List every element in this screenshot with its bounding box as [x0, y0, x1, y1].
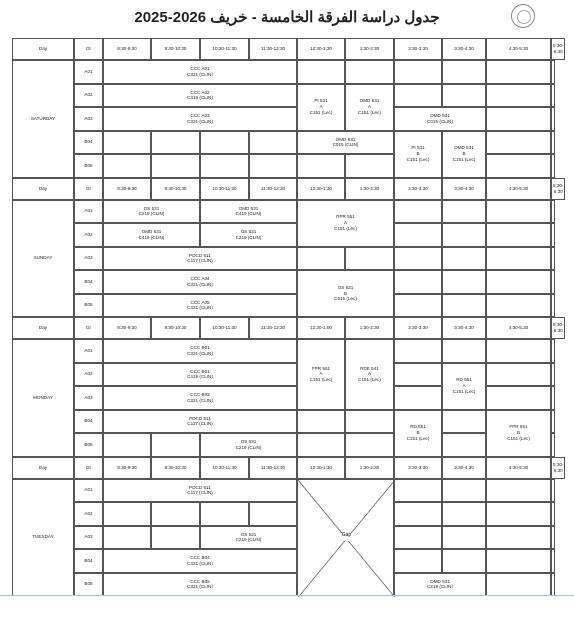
empty-cell — [551, 60, 555, 84]
class-block: CCC B01 C419 (CLIN) — [103, 363, 297, 387]
lecture-block: OMD 531 A C151 (Lec) — [345, 84, 394, 131]
class-block: CCC A01 C321 (CLIN) — [103, 60, 297, 84]
gap-block — [297, 479, 394, 597]
empty-cell — [551, 131, 555, 155]
empty-cell — [394, 549, 442, 573]
empty-cell — [486, 107, 551, 131]
lecture-block: RDE 541 A C151 (Lec) — [345, 339, 394, 410]
empty-cell — [394, 84, 442, 108]
time-slot-header: 5:30-6:30 — [551, 178, 565, 200]
time-slot-header: 12:30-1:30 — [297, 178, 345, 200]
empty-cell — [442, 247, 486, 271]
group-label: B04 — [74, 131, 103, 155]
time-slot-header: 1:30-2:30 — [345, 317, 394, 339]
time-slot-header: 5:30-6:30 — [551, 457, 565, 479]
time-slot-header: 4:30-5:30 — [486, 178, 551, 200]
group-header: Gr — [74, 457, 103, 479]
empty-cell — [486, 154, 551, 178]
empty-cell — [394, 270, 442, 294]
page-title: جدول دراسة الفرقة الخامسة - خريف 2026-2025 — [134, 9, 440, 26]
empty-cell — [394, 247, 442, 271]
time-slot-header: 10:30-11:30 — [200, 457, 249, 479]
empty-cell — [486, 200, 551, 224]
group-label: A02 — [74, 502, 103, 526]
empty-cell — [486, 549, 551, 573]
empty-cell — [551, 294, 555, 318]
empty-cell — [551, 549, 555, 573]
time-slot-header: 2:30-3:30 — [394, 457, 442, 479]
time-slot-header: 8:30-9:30 — [103, 38, 151, 60]
class-block: CCC B03 C321 (CLIN) — [103, 386, 297, 410]
empty-cell — [551, 154, 555, 178]
group-header: Gr — [74, 317, 103, 339]
group-label: B04 — [74, 270, 103, 294]
empty-cell — [103, 131, 151, 155]
time-slot-header: 11:30-12:30 — [249, 457, 297, 479]
empty-cell — [394, 294, 442, 318]
class-block: CCC B05 C321 (CLIN) — [103, 573, 297, 597]
class-block: OMD 531 C219 (CLIN) — [394, 573, 486, 597]
empty-cell — [551, 270, 555, 294]
group-label: A01 — [74, 60, 103, 84]
empty-cell — [551, 363, 555, 387]
class-block: CCC A02 C419 (CLIN) — [103, 84, 297, 108]
gap-label: Gap — [341, 532, 352, 539]
university-logo — [511, 4, 535, 28]
empty-cell — [486, 386, 551, 410]
time-slot-header: 12:30-1:00 — [297, 317, 345, 339]
group-label: A02 — [74, 363, 103, 387]
empty-cell — [297, 60, 345, 84]
empty-cell — [442, 549, 486, 573]
day-header: Day — [12, 317, 74, 339]
empty-cell — [103, 502, 151, 526]
day-header: Day — [12, 38, 74, 60]
class-block: PDCD 511 C117 (CLIN) — [103, 479, 297, 503]
lecture-block: OS 531 B C615 (Lec) — [297, 270, 394, 317]
empty-cell — [151, 502, 200, 526]
empty-cell — [486, 363, 551, 387]
empty-cell — [486, 526, 551, 550]
empty-cell — [486, 502, 551, 526]
empty-cell — [151, 131, 200, 155]
empty-cell — [151, 154, 200, 178]
day-header: Day — [12, 457, 74, 479]
class-block: CCC A03 C321 (CLIN) — [103, 107, 297, 131]
empty-cell — [551, 502, 555, 526]
group-label: B05 — [74, 154, 103, 178]
time-slot-header: 3:30-4:30 — [442, 38, 486, 60]
empty-cell — [103, 526, 151, 550]
class-block: OMD 531 C015 (CLIN) — [297, 131, 394, 155]
class-block: OMD 531 C419 (CLIN) — [200, 200, 297, 224]
empty-cell — [486, 294, 551, 318]
group-label: A02 — [74, 223, 103, 247]
empty-cell — [297, 433, 345, 457]
time-slot-header: 1:30-2:30 — [345, 457, 394, 479]
empty-cell — [103, 433, 151, 457]
group-label: B04 — [74, 410, 103, 434]
empty-cell — [442, 502, 486, 526]
empty-cell — [551, 339, 555, 363]
empty-cell — [151, 526, 200, 550]
empty-cell — [442, 479, 486, 503]
time-slot-header: 3:30-4:30 — [442, 457, 486, 479]
empty-cell — [551, 386, 555, 410]
time-slot-header: 9:30-10:30 — [151, 38, 200, 60]
time-slot-header: 9:30-10:30 — [151, 317, 200, 339]
empty-cell — [345, 410, 394, 434]
group-label: A01 — [74, 339, 103, 363]
lecture-block: RD 551 A C151 (Lec) — [442, 363, 486, 410]
class-block: OS 531 C219 (CLIN) — [200, 526, 297, 550]
class-block: PDCD 511 C117 (CLIN) — [103, 410, 297, 434]
empty-cell — [394, 200, 442, 224]
empty-cell — [486, 247, 551, 271]
day-label: TUESDAY — [12, 479, 74, 597]
empty-cell — [551, 223, 555, 247]
time-slot-header: 3:30-4:30 — [442, 178, 486, 200]
time-slot-header: 9:30-10:30 — [151, 457, 200, 479]
empty-cell — [345, 154, 394, 178]
empty-cell — [442, 526, 486, 550]
empty-cell — [442, 339, 486, 363]
time-slot-header: 11:30-12:30 — [249, 178, 297, 200]
empty-cell — [442, 60, 486, 84]
group-label: B04 — [74, 549, 103, 573]
class-block: CCC B01 C321 (CLIN) — [103, 339, 297, 363]
empty-cell — [486, 223, 551, 247]
empty-cell — [394, 339, 442, 363]
empty-cell — [297, 410, 345, 434]
group-label: A02 — [74, 84, 103, 108]
group-header: Gr — [74, 38, 103, 60]
lecture-block: FPR 551 B C151 (Lec) — [486, 410, 551, 457]
class-block: CCC A04 C321 (CLIN) — [103, 270, 297, 294]
time-slot-header: 10:30-11:30 — [200, 178, 249, 200]
time-slot-header: 2:30-3:30 — [394, 317, 442, 339]
empty-cell — [442, 294, 486, 318]
empty-cell — [103, 154, 151, 178]
scan-line — [0, 595, 574, 596]
lecture-block: RD 551 B C151 (Lec) — [394, 410, 442, 457]
group-label: B05 — [74, 294, 103, 318]
empty-cell — [442, 270, 486, 294]
class-block: OS 531 C219 (CLIN) — [103, 200, 200, 224]
time-slot-header: 11:30-12:30 — [249, 317, 297, 339]
lecture-block: OMD 531 B C151 (Lec) — [442, 131, 486, 178]
empty-cell — [249, 154, 297, 178]
class-block: OMD 531 C015 (CLIN) — [394, 107, 486, 131]
empty-cell — [394, 386, 442, 410]
group-label: A03 — [74, 526, 103, 550]
empty-cell — [345, 60, 394, 84]
time-slot-header: 4:30-5:30 — [486, 457, 551, 479]
empty-cell — [200, 154, 249, 178]
empty-cell — [345, 247, 394, 271]
time-slot-header: 12:30-1:30 — [297, 38, 345, 60]
time-slot-header: 8:30-9:30 — [103, 457, 151, 479]
day-label: SUNDAY — [12, 200, 74, 318]
time-slot-header: 3:30-4:30 — [442, 317, 486, 339]
class-block: OS 531 C219 (CLIN) — [200, 223, 297, 247]
time-slot-header: 2:30-3:30 — [394, 38, 442, 60]
time-slot-header: 11:30-12:30 — [249, 38, 297, 60]
class-block: CCC B04 C321 (CLIN) — [103, 549, 297, 573]
lecture-block: PI 531 B C151 (Lec) — [394, 131, 442, 178]
time-slot-header: 5:30-6:30 — [551, 38, 565, 60]
empty-cell — [200, 502, 249, 526]
empty-cell — [200, 131, 249, 155]
empty-cell — [442, 410, 486, 434]
empty-cell — [486, 270, 551, 294]
group-label: B05 — [74, 433, 103, 457]
day-label: SATURDAY — [12, 60, 74, 178]
group-label: A01 — [74, 479, 103, 503]
empty-cell — [551, 247, 555, 271]
empty-cell — [551, 200, 555, 224]
empty-cell — [442, 223, 486, 247]
group-label: A01 — [74, 200, 103, 224]
empty-cell — [486, 131, 551, 155]
time-slot-header: 5:30-6:30 — [551, 317, 565, 339]
empty-cell — [551, 433, 555, 457]
time-slot-header: 8:30-9:30 — [103, 317, 151, 339]
empty-cell — [486, 339, 551, 363]
time-slot-header: 2:30-3:30 — [394, 178, 442, 200]
time-slot-header: 1:30-2:30 — [345, 38, 394, 60]
empty-cell — [442, 200, 486, 224]
time-slot-header: 4:30-5:30 — [486, 38, 551, 60]
class-block: PDCD 511 C117 (CLIN) — [103, 247, 297, 271]
schedule-table — [12, 38, 564, 628]
time-slot-header: 9:30-10:30 — [151, 178, 200, 200]
empty-cell — [551, 573, 555, 597]
empty-cell — [551, 107, 555, 131]
empty-cell — [442, 433, 486, 457]
time-slot-header: 10:30-11:30 — [200, 38, 249, 60]
empty-cell — [394, 223, 442, 247]
empty-cell — [551, 84, 555, 108]
group-label: A03 — [74, 107, 103, 131]
lecture-block: PI 531 A C151 (Lec) — [297, 84, 345, 131]
day-label: MONDAY — [12, 339, 74, 457]
lecture-block: RPR 551 A C151 (Lec) — [297, 200, 394, 247]
time-slot-header: 8:30-9:30 — [103, 178, 151, 200]
empty-cell — [486, 479, 551, 503]
empty-cell — [394, 60, 442, 84]
empty-cell — [486, 573, 551, 597]
time-slot-header: 4:30-5:30 — [486, 317, 551, 339]
class-block: CCC A05 C321 (CLIN) — [103, 294, 297, 318]
empty-cell — [394, 526, 442, 550]
time-slot-header: 10:30-11:30 — [200, 317, 249, 339]
class-block: OMD 531 C419 (CLIN) — [103, 223, 200, 247]
empty-cell — [394, 479, 442, 503]
empty-cell — [249, 131, 297, 155]
empty-cell — [249, 502, 297, 526]
empty-cell — [486, 60, 551, 84]
empty-cell — [551, 410, 555, 434]
empty-cell — [442, 84, 486, 108]
day-header: Day — [12, 178, 74, 200]
empty-cell — [394, 502, 442, 526]
group-label: B05 — [74, 573, 103, 597]
time-slot-header: 12:30-1:30 — [297, 457, 345, 479]
empty-cell — [345, 433, 394, 457]
empty-cell — [297, 154, 345, 178]
class-block: OS 531 C219 (CLIN) — [200, 433, 297, 457]
empty-cell — [151, 433, 200, 457]
group-label: A03 — [74, 247, 103, 271]
empty-cell — [394, 363, 442, 387]
group-header: Gr — [74, 178, 103, 200]
empty-cell — [551, 479, 555, 503]
group-label: A03 — [74, 386, 103, 410]
empty-cell — [297, 247, 345, 271]
lecture-block: FPR 551 A C151 (Lec) — [297, 339, 345, 410]
empty-cell — [551, 526, 555, 550]
time-slot-header: 1:30-2:30 — [345, 178, 394, 200]
empty-cell — [486, 84, 551, 108]
